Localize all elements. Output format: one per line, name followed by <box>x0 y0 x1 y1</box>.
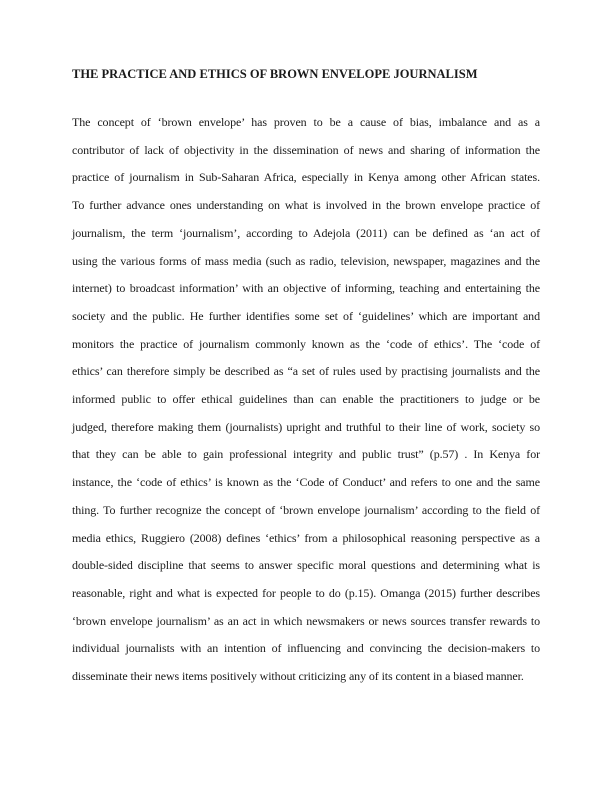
paragraph-line: disseminate their news items positively without criticizing any of its content in a biased manner. <box>72 669 524 684</box>
paragraph-line: double-sided discipline that seems to answer specific moral questions and determining what is <box>72 558 540 573</box>
page-content <box>72 65 540 691</box>
paragraph-line: internet) to broadcast information’ with an objective of informing, teaching and entertaining the <box>72 281 540 296</box>
paragraph-line: informed public to offer ethical guidelines than can enable the practitioners to judge or be <box>72 392 540 407</box>
paragraph-line: contributor of lack of objectivity in the dissemination of news and sharing of information the <box>72 142 540 157</box>
paragraph-line: monitors the practice of journalism commonly known as the ‘code of ethics’. The ‘code of <box>72 336 540 351</box>
paragraph-line: journalism, the term ‘journalism’, according to Adejola (2011) can be defined as ‘an act of <box>72 225 540 240</box>
body-paragraph <box>72 109 540 691</box>
paragraph-line: judged, therefore making them (journalists) upright and truthful to their line of work, society so <box>72 419 540 434</box>
paragraph-line: media ethics, Ruggiero (2008) defines ‘ethics’ from a philosophical reasoning perspective as a <box>72 530 540 545</box>
paragraph-line: individual journalists with an intention of influencing and convincing the decision-makers to <box>72 641 540 656</box>
paragraph-line: thing. To further recognize the concept of ‘brown envelope journalism’ according to the field of <box>72 502 540 517</box>
paragraph-line: To further advance ones understanding on what is involved in the brown envelope practice of <box>72 198 540 213</box>
paragraph-line: The concept of ‘brown envelope’ has proven to be a cause of bias, imbalance and as a <box>72 115 540 129</box>
paragraph-line: ethics’ can therefore simply be described as “a set of rules used by practising journalists and the <box>72 364 540 379</box>
paragraph-line: practice of journalism in Sub-Saharan Africa, especially in Kenya among other African states. <box>72 170 540 185</box>
paragraph-line: ‘brown envelope journalism’ as an act in which newsmakers or news sources transfer rewards to <box>72 613 540 628</box>
document-title: THE PRACTICE AND ETHICS OF BROWN ENVELOPE JOURNALISM <box>72 67 478 81</box>
paragraph-line: society and the public. He further identifies some set of ‘guidelines’ which are important and <box>72 308 540 323</box>
paragraph-line: instance, the ‘code of ethics’ is known as the ‘Code of Conduct’ and refers to one and the same <box>72 475 540 490</box>
paragraph-line: using the various forms of mass media (such as radio, television, newspaper, magazines and the <box>72 253 540 268</box>
paragraph-line: that they can be able to gain professional integrity and public trust” (p.57) . In Kenya for <box>72 447 540 462</box>
paragraph-line: reasonable, right and what is expected for people to do (p.15). Omanga (2015) further describes <box>72 585 540 600</box>
